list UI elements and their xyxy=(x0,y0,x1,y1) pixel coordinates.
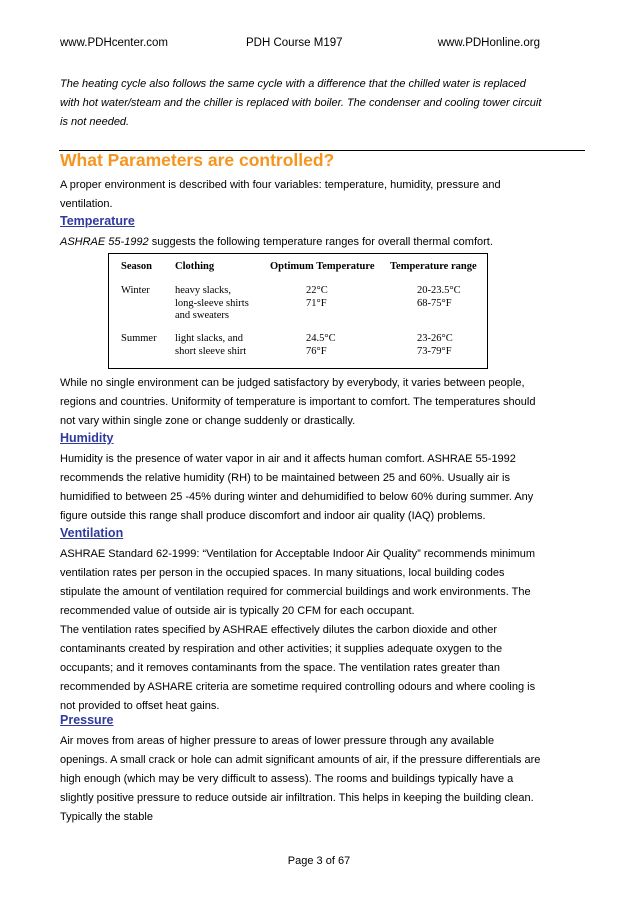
col-header-clothing: Clothing xyxy=(175,261,215,272)
ventilation-paragraph-1: ASHRAE Standard 62-1999: “Ventilation for Acceptable Indoor Air Quality” recommends minimum ventilation rates per person in the occupied spaces. In many situations, local building codes stipulate the amount of ventilation required for commercial buildings and work environments. The recommended value of outside air is typically 20 CFM for each occupant. xyxy=(60,548,536,617)
pdhcenter-link[interactable]: www.PDHcenter.com xyxy=(60,37,169,49)
pdhonline-link[interactable]: www.PDHonline.org xyxy=(437,37,540,49)
page-number: Page 3 of 67 xyxy=(287,855,351,867)
ventilation-paragraph-2: The ventilation rates specified by ASHRAE effectively dilutes the carbon dioxide and other contaminants created by respiration and other activities; it supplies adequate oxygen to the occupants; and it removes contaminants from the space. The ventilation rates greater than recommended by ASHARE criteria are sometime required controlling odours and where cooling is not provided to offset heat gains. xyxy=(60,624,536,712)
table-cell-optimum: 22°C 71°F xyxy=(306,285,328,309)
ashrae-reference: ASHRAE 55-1992 xyxy=(60,236,149,248)
temperature-lead xyxy=(60,233,542,252)
table-cell-optimum: 24.5°C 76°F xyxy=(306,333,336,357)
temperature-paragraph: While no single environment can be judged satisfactory by everybody, it varies between people, regions and countries. Uniformity of temperature is important to comfort. The temperatures should not vary within single zone or change suddenly or drastically. xyxy=(60,377,536,427)
humidity-heading: Humidity xyxy=(60,431,114,445)
temperature-table xyxy=(108,253,488,369)
col-header-range: Temperature range xyxy=(390,261,477,272)
table-cell-season: Summer xyxy=(121,333,157,344)
ventilation-heading: Ventilation xyxy=(60,526,124,540)
section-intro: A proper environment is described with four variables: temperature, humidity, pressure and ventilation. xyxy=(60,179,501,210)
pressure-paragraph: Air moves from areas of higher pressure to areas of lower pressure through any available openings. A small crack or hole can admit significant amounts of air, if the pressure differentials are high enough (which may be very difficult to assess). The rooms and buildings typically have a slightly positive pressure to reduce outside air infiltration. This helps in keeping the building clean. Typically the stable xyxy=(60,735,541,823)
pressure-heading: Pressure xyxy=(60,713,114,727)
intro-paragraph: The heating cycle also follows the same cycle with a difference that the chilled water is replaced with hot water/steam and the chiller is replaced with boiler. The condenser and cooling tower circuit is not needed. xyxy=(60,78,542,128)
humidity-paragraph: Humidity is the presence of water vapor in air and it affects human comfort. ASHRAE 55-1992 recommends the relative humidity (RH) to be maintained between 25 and 60%. Usually air is humidified to between 25 -45% during winter and dehumidified to below 60% during summer. Any figure outside this range shall produce discomfort and indoor air quality (IAQ) problems. xyxy=(60,453,534,522)
section-title: What Parameters are controlled? xyxy=(60,150,335,170)
temperature-lead-text: suggests the following temperature ranges for overall thermal comfort. xyxy=(148,236,493,248)
table-cell-range: 23-26°C 73-79°F xyxy=(417,333,453,357)
col-header-optimum: Optimum Temperature xyxy=(270,261,375,272)
temperature-heading: Temperature xyxy=(60,214,135,228)
col-header-season: Season xyxy=(121,261,152,272)
table-cell-season: Winter xyxy=(121,285,150,296)
table-cell-clothing: light slacks, and short sleeve shirt xyxy=(175,333,247,357)
course-title: PDH Course M197 xyxy=(246,37,343,49)
table-cell-range: 20-23.5°C 68-75°F xyxy=(417,285,461,309)
table-cell-clothing: heavy slacks, long-sleeve shirts and sweaters xyxy=(175,285,249,321)
